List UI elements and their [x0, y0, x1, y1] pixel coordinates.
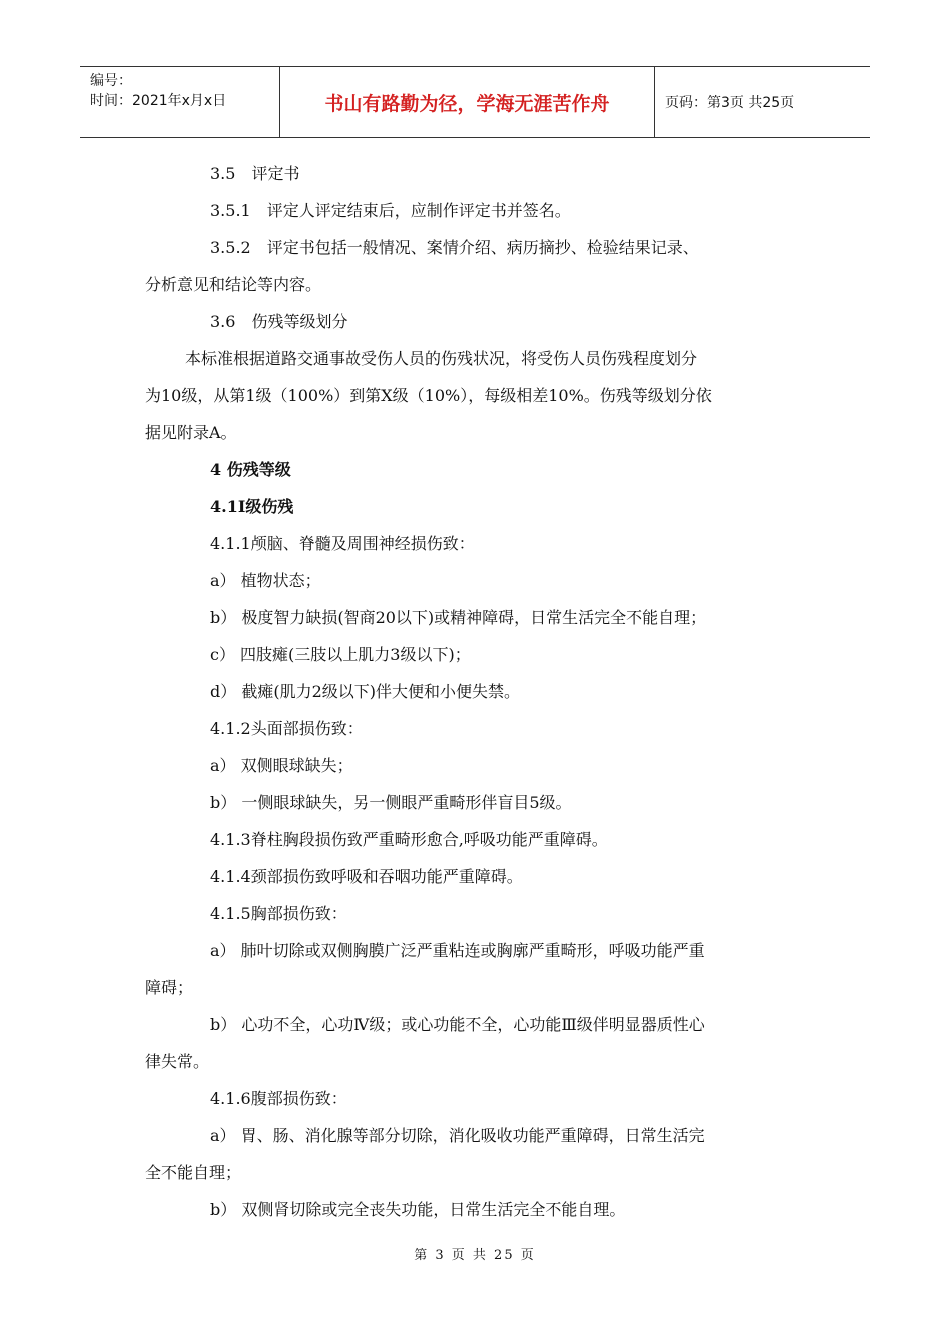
paragraph-standard-cont2: 据见附录A。	[145, 423, 237, 442]
item-4-1-5-b-cont: 律失常。	[145, 1052, 210, 1071]
page-header	[80, 66, 870, 138]
header-meta	[80, 67, 280, 137]
item-4-1-6-a-cont: 全不能自理；	[145, 1163, 242, 1182]
item-4-1-5-a-cont: 障碍；	[145, 978, 194, 997]
item-4-1-2-a: a） 双侧眼球缺失；	[210, 756, 353, 775]
code-label: 编号：	[90, 73, 132, 89]
item-4-1-1-a: a） 植物状态；	[210, 571, 321, 590]
item-4-1-6-a: a） 胃、肠、消化腺等部分切除，消化吸收功能严重障碍，日常生活完	[210, 1126, 705, 1145]
item-4-1-5-b: b） 心功不全，心功Ⅳ级；或心功能不全，心功能Ⅲ级伴明显器质性心	[210, 1015, 705, 1034]
clause-3-5-2-cont: 分析意见和结论等内容。	[145, 275, 322, 294]
clause-4-1-5: 4.1.5胸部损伤致：	[210, 904, 347, 923]
item-4-1-1-c: c） 四肢瘫(三肢以上肌力3级以下)；	[210, 645, 471, 664]
paragraph-standard: 本标准根据道路交通事故受伤人员的伤残状况，将受伤人员伤残程度划分	[185, 349, 698, 368]
section-3-5: 3.5 评定书	[210, 164, 300, 183]
clause-4-1-6: 4.1.6腹部损伤致：	[210, 1089, 347, 1108]
item-4-1-5-a: a） 肺叶切除或双侧胸膜广泛严重粘连或胸廓严重畸形，呼吸功能严重	[210, 941, 705, 960]
item-4-1-2-b: b） 一侧眼球缺失，另一侧眼严重畸形伴盲目5级。	[210, 793, 572, 812]
clause-3-5-1: 3.5.1 评定人评定结束后，应制作评定书并签名。	[210, 201, 571, 220]
document-body	[145, 155, 810, 1228]
item-4-1-6-b: b） 双侧肾切除或完全丧失功能，日常生活完全不能自理。	[210, 1200, 626, 1219]
header-slogan: 书山有路勤为径，学海无涯苦作舟	[280, 67, 655, 137]
paragraph-standard-cont: 为10级，从第1级（100%）到第Ⅹ级（10%），每级相差10%。伤残等级划分依	[145, 386, 712, 405]
heading-4-1: 4.1Ⅰ级伤残	[210, 497, 294, 516]
page-footer: 第 3 页 共 25 页	[414, 1248, 536, 1263]
clause-4-1-4: 4.1.4颈部损伤致呼吸和吞咽功能严重障碍。	[210, 867, 523, 886]
time-label: 时间：2021年x月x日	[90, 93, 227, 109]
heading-4: 4 伤残等级	[210, 460, 291, 479]
clause-4-1-1: 4.1.1颅脑、脊髓及周围神经损伤致：	[210, 534, 475, 553]
clause-3-5-2: 3.5.2 评定书包括一般情况、案情介绍、病历摘抄、检验结果记录、	[210, 238, 699, 257]
item-4-1-1-d: d） 截瘫(肌力2级以下)伴大便和小便失禁。	[210, 682, 520, 701]
section-3-6: 3.6 伤残等级划分	[210, 312, 348, 331]
header-page-info: 页码：第3页 共25页	[665, 95, 795, 111]
clause-4-1-2: 4.1.2头面部损伤致：	[210, 719, 363, 738]
item-4-1-1-b: b） 极度智力缺损(智商20以下)或精神障碍，日常生活完全不能自理；	[210, 608, 707, 627]
clause-4-1-3: 4.1.3脊柱胸段损伤致严重畸形愈合,呼吸功能严重障碍。	[210, 830, 608, 849]
